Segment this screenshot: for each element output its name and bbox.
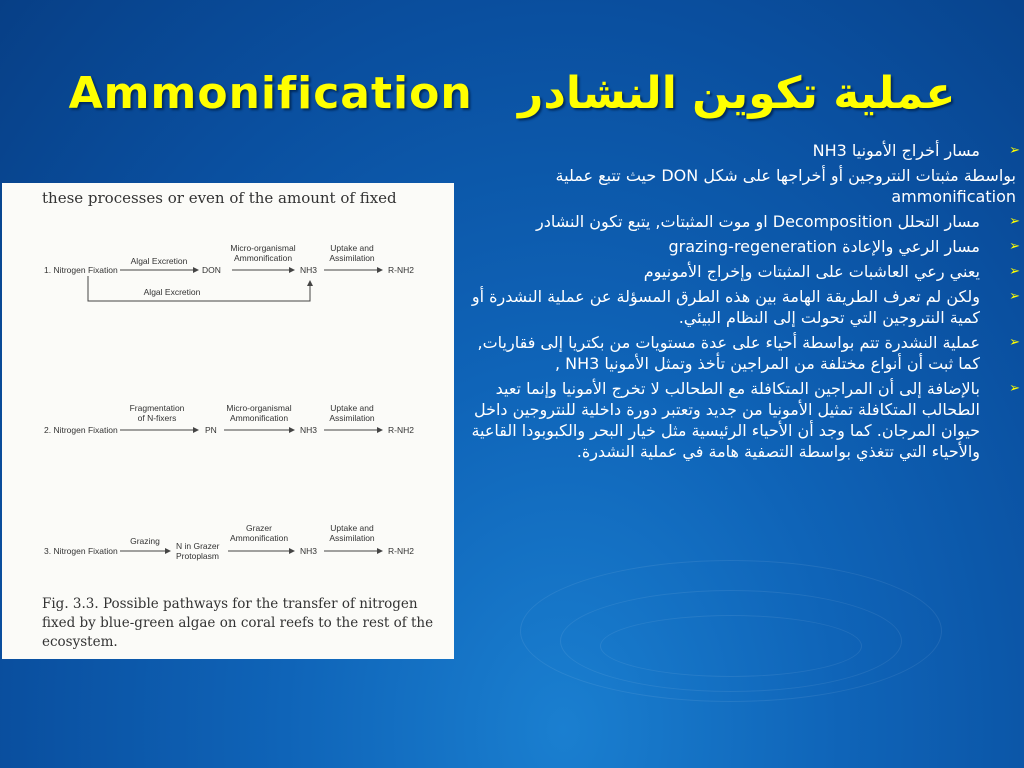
bullet-arrow-icon: ➢ bbox=[1009, 335, 1020, 350]
row-2-node-3: R-NH2 bbox=[388, 425, 414, 435]
bullet-item bbox=[456, 140, 1020, 161]
bullet-text: مسار الرعي والإعادة grazing-regeneration bbox=[668, 237, 980, 256]
row-2-step-2: Micro-organismal Ammonification bbox=[226, 403, 292, 423]
bullet-item bbox=[456, 211, 1020, 232]
bullet-text: ولكن لم تعرف الطريقة الهامة بين هذه الطرق المسؤلة عن عملية النشدرة أو كمية النتروجين التي تحولت إلى النظام البيئي. bbox=[471, 287, 980, 327]
bullet-text: يعني رعي العاشبات على المثبتات وإخراج الأمونيوم bbox=[643, 262, 980, 281]
row-3-node-2: NH3 bbox=[300, 546, 318, 556]
row-1-node-3: R-NH2 bbox=[388, 265, 414, 275]
row-2-node-1: PN bbox=[205, 425, 217, 435]
bullet-arrow-icon: ➢ bbox=[1009, 214, 1020, 229]
row-1-step-2: Micro-organismal Ammonification bbox=[230, 243, 296, 263]
row-3-step-3: Uptake and Assimilation bbox=[329, 523, 375, 543]
title-arabic: عملية تكوين النشادر bbox=[518, 68, 956, 119]
row-1-step-1: Algal Excretion bbox=[130, 256, 188, 266]
bullet-arrow-icon: ➢ bbox=[1009, 381, 1020, 396]
bullet-text: عملية النشدرة تتم بواسطة أحياء على عدة مستويات من بكتريا إلى فقاريات, كما ثبت أن أنواع مختلفة من المراجين تأخذ وتمثل الأمونيا NH3 , bbox=[477, 333, 980, 373]
slide-title bbox=[0, 68, 1024, 119]
row-2-label: 2. Nitrogen Fixation bbox=[44, 425, 118, 435]
figure-top-text: these processes or even of the amount of fixed bbox=[42, 189, 397, 207]
bullet-item bbox=[456, 286, 1020, 328]
row-1-node-1: DON bbox=[202, 265, 221, 275]
figure-caption: Fig. 3.3. Possible pathways for the transfer of nitrogen fixed by blue-green algae on coral reefs to the rest of the ecosystem. bbox=[42, 596, 434, 650]
row-1-bypass: Algal Excretion bbox=[143, 287, 201, 297]
row-3-node-1: N in Grazer Protoplasm bbox=[176, 541, 220, 561]
bullet-text: مسار أخراج الأمونيا NH3 bbox=[812, 141, 980, 160]
row-3-node-3: R-NH2 bbox=[388, 546, 414, 556]
row-1-label: 1. Nitrogen Fixation bbox=[44, 265, 118, 275]
row-1-node-2: NH3 bbox=[300, 265, 318, 275]
row-3-step-2: Grazer Ammonification bbox=[229, 523, 289, 543]
bullet-item bbox=[456, 378, 1020, 462]
bullet-item bbox=[456, 332, 1020, 374]
bullet-text: بواسطة مثبتات النتروجين أو أخراجها على شكل DON حيث تتبع عملية ammonification bbox=[555, 166, 1016, 206]
bullet-arrow-icon: ➢ bbox=[1009, 289, 1020, 304]
bullet-arrow-icon: ➢ bbox=[1009, 264, 1020, 279]
row-2-node-2: NH3 bbox=[300, 425, 318, 435]
bullet-text: مسار التحلل Decomposition او موت المثبتات, يتبع تكون النشادر bbox=[536, 212, 980, 231]
bullet-text: بالإضافة إلى أن المراجين المتكافلة مع الطحالب لا تخرج الأمونيا وإنما تعيد الطحالب المتكافلة تمثيل الأمونيا من جديد وتعتبر دورة داخلية للنتروجين داخل حيوان المرجان. كما وجد أن الأحياء الرئيسية مثل خيار البحر والكبوبودا القاعية والأحياء التي تتغذي بواسطة التصفية هامة في عملية النشدرة. bbox=[471, 379, 980, 461]
scanned-figure bbox=[2, 183, 454, 659]
title-english: Ammonification bbox=[68, 68, 473, 119]
row-2-step-3: Uptake and Assimilation bbox=[329, 403, 375, 423]
row-1-step-3: Uptake and Assimilation bbox=[329, 243, 375, 263]
bullet-item bbox=[456, 165, 1016, 207]
bullet-arrow-icon: ➢ bbox=[1009, 143, 1020, 158]
bullet-item bbox=[456, 261, 1020, 282]
row-3-label: 3. Nitrogen Fixation bbox=[44, 546, 118, 556]
bullet-arrow-icon: ➢ bbox=[1009, 239, 1020, 254]
row-2-step-1: Fragmentation of N-fixers bbox=[129, 403, 185, 423]
bullet-list bbox=[456, 140, 1020, 466]
row-3-step-1: Grazing bbox=[130, 536, 160, 546]
bullet-item bbox=[456, 236, 1020, 257]
water-ripple bbox=[600, 615, 862, 677]
